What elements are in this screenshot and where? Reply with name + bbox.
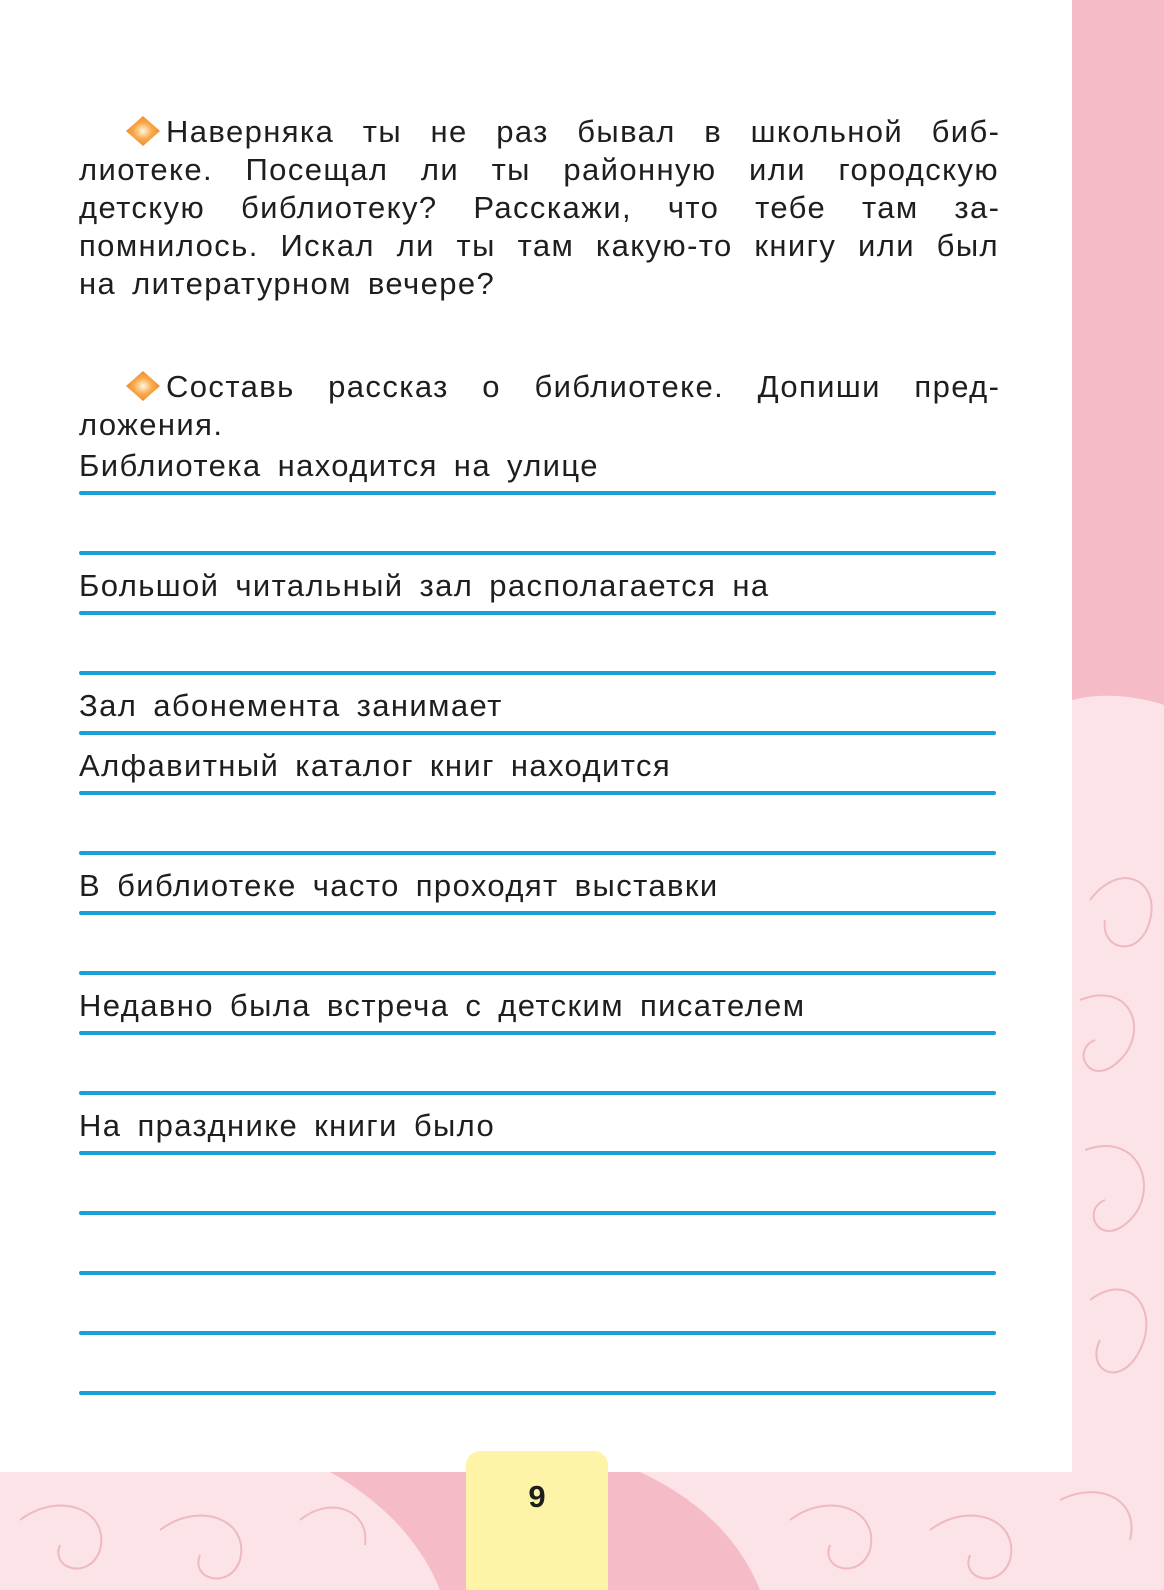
answer-row[interactable]	[79, 1335, 996, 1395]
answer-row[interactable]	[79, 615, 996, 675]
prompt-exhibitions: В библиотеке часто проходят выставки	[79, 869, 739, 911]
answer-row[interactable]	[79, 1275, 996, 1335]
answer-row[interactable]	[79, 1155, 996, 1215]
task-2-text: Составь рассказ о библиотеке. Допиши предложения.	[79, 369, 999, 442]
answer-row[interactable]	[79, 1215, 996, 1275]
answer-line[interactable]	[79, 1151, 996, 1155]
answer-row-lending-hall[interactable]	[79, 675, 996, 735]
task-1	[79, 113, 999, 303]
prompt-book-holiday: На празднике книги было	[79, 1109, 515, 1151]
prompt-catalog: Алфавитный каталог книг находится	[79, 749, 691, 791]
answer-line[interactable]	[79, 1031, 996, 1035]
orange-diamond-icon	[125, 370, 161, 402]
prompt-street: Библиотека находится на улице	[79, 449, 619, 491]
answer-row[interactable]	[79, 1035, 996, 1095]
answer-line[interactable]	[79, 491, 996, 495]
answer-row-street[interactable]	[79, 435, 996, 495]
answer-line[interactable]	[79, 911, 996, 915]
answer-line[interactable]	[79, 731, 996, 735]
answer-line[interactable]	[79, 611, 996, 615]
prompt-reading-hall: Большой читальный зал располагается на	[79, 569, 790, 611]
answer-row-catalog[interactable]	[79, 735, 996, 795]
task-1-text: Наверняка ты не раз бывал в школьной библиотеке. Посещал ли ты районную или городскую детскую библиотеку? Расскажи, что тебе там запомнилось. Искал ли ты там какую-то книгу или был на литературном вечере?	[79, 114, 999, 301]
answer-row-writer-meeting[interactable]	[79, 975, 996, 1035]
answer-line[interactable]	[79, 791, 996, 795]
answer-row-book-holiday[interactable]	[79, 1095, 996, 1155]
answer-row[interactable]	[79, 795, 996, 855]
answer-row-exhibitions[interactable]	[79, 855, 996, 915]
prompt-lending-hall: Зал абонемента занимает	[79, 689, 523, 731]
prompt-writer-meeting: Недавно была встреча с детским писателем	[79, 989, 825, 1031]
orange-diamond-icon	[125, 115, 161, 147]
answer-row-reading-hall[interactable]	[79, 555, 996, 615]
answer-line[interactable]	[79, 1391, 996, 1395]
answer-row[interactable]	[79, 915, 996, 975]
answer-row[interactable]	[79, 495, 996, 555]
page-number: 9	[466, 1451, 608, 1590]
task-2	[79, 368, 999, 444]
